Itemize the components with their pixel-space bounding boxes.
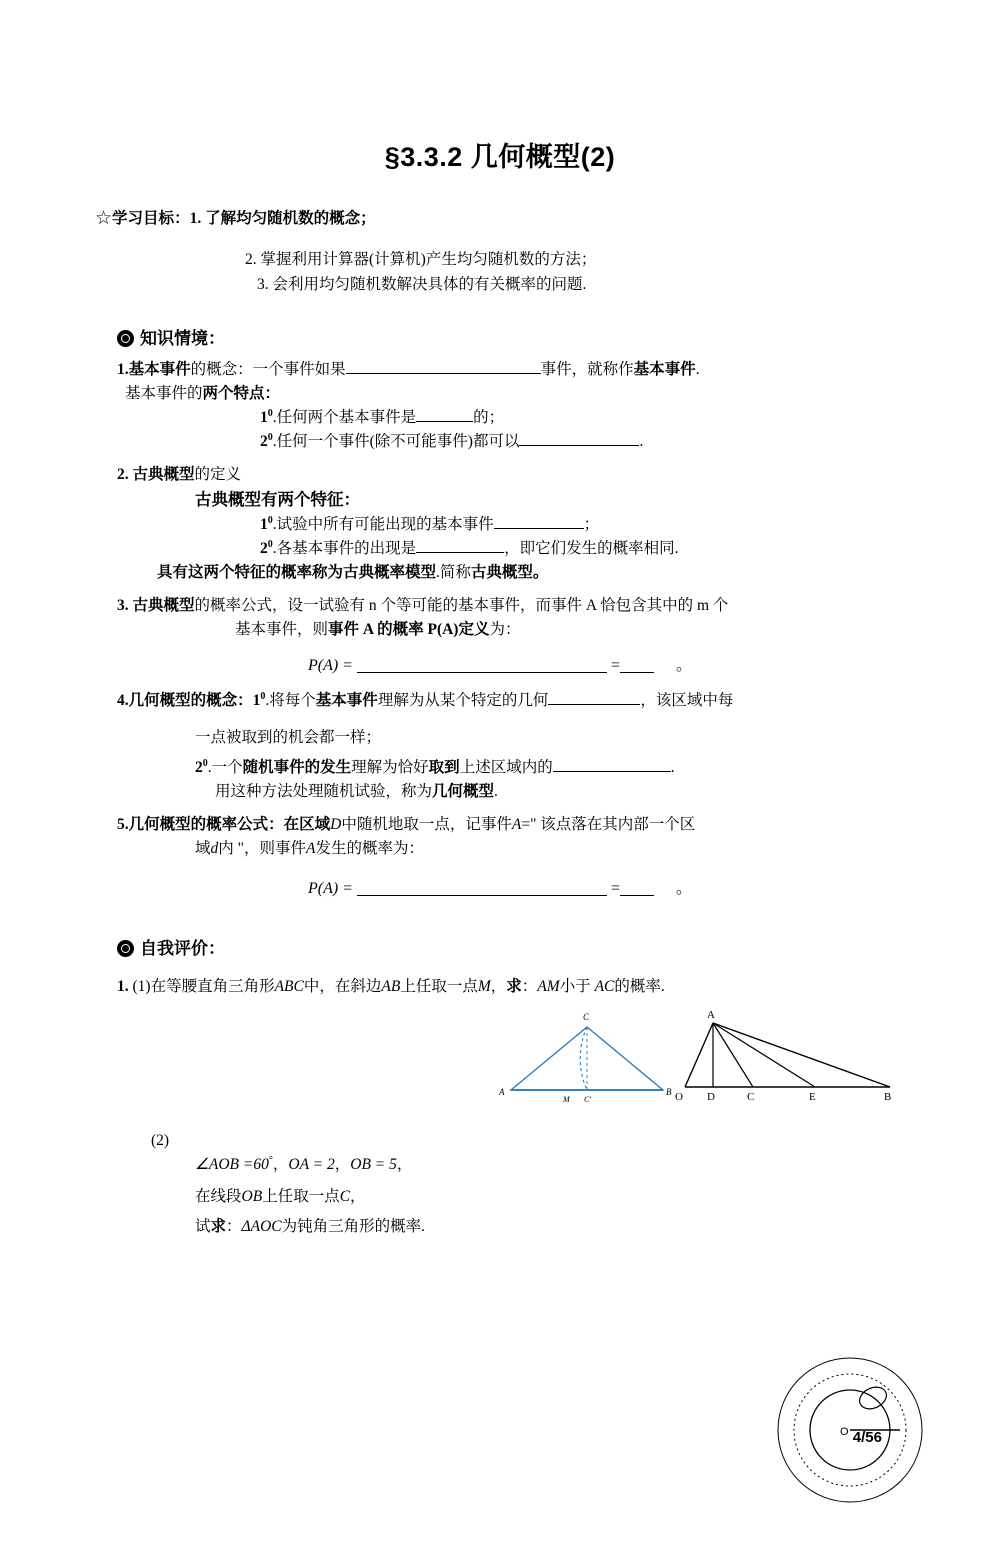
item3-text-1: 的概率公式，设一试验有 n 个等可能的基本事件，而事件 A 恰包含其中的 m 个: [194, 597, 729, 615]
item4-line3-b2: 取到: [428, 758, 460, 776]
figures-row: [95, 1005, 905, 1115]
item1-blank-1: [346, 358, 541, 374]
q2-line3-var: ΔAOC: [241, 1217, 282, 1235]
item3-line2-t2: 为：: [489, 621, 521, 639]
knowledge-item-1-sub1: $1^0$.任何两个基本事件是 的；: [260, 408, 505, 427]
item4-blank-2: [553, 756, 671, 772]
q2-line3-bold: 求: [210, 1217, 227, 1235]
item1-text-1: 的概念：一个事件如果: [190, 360, 346, 378]
item5-var-D: D: [330, 815, 342, 833]
star-icon: ☆: [95, 208, 113, 229]
item3-formula: P(A) = = 。: [307, 657, 693, 675]
item4-bold-1: 几何概型的概念: [128, 692, 238, 710]
q2-label: (2): [151, 1131, 170, 1149]
fig-right-label-E: E: [809, 1090, 816, 1103]
item1-sub2-text-b: .: [639, 433, 644, 451]
self-eval-question-1: [117, 975, 905, 999]
section-bullet-icon-2: [117, 940, 134, 957]
q1-label: 1.: [117, 977, 129, 995]
q1-var-5: AC: [594, 977, 615, 995]
item4-line3-t1: 理解为恰好: [351, 758, 429, 776]
item2-text-1: 的定义: [194, 466, 242, 484]
objective-item-3: 3. 会利用均匀随机数解决具体的有关概率的问题.: [257, 276, 587, 294]
item1-bold-1: 基本事件: [128, 360, 191, 378]
objective-item-1: 1. 了解均匀随机数的概念；: [189, 210, 376, 227]
knowledge-heading-text: 知识情境：: [140, 328, 225, 348]
item5-line2-a: 域: [195, 839, 211, 857]
q2-line2-b: 上任取一点: [262, 1187, 340, 1205]
item3-formula-eq: =: [610, 657, 620, 675]
fig-left-label-B: B: [666, 1086, 672, 1097]
item5-text-2: 中随机地取一点，记事件: [341, 815, 512, 833]
item1-sub2-blank: [519, 431, 639, 447]
self-eval-section-heading: [117, 934, 905, 959]
item2-sub2-text-a: .各基本事件的出现是: [272, 540, 417, 558]
self-eval-heading-text: 自我评价：: [140, 938, 225, 958]
item1-line2-c: ：: [264, 385, 281, 402]
knowledge-item-2-sub1: $1^0$.试验中所有可能出现的基本事件 ；: [260, 514, 600, 534]
item2-sub1-sup: 0: [267, 514, 273, 526]
item4-blank-1: [548, 690, 640, 706]
knowledge-item-3-line2: [235, 618, 905, 642]
item2-sub1-blank: [494, 513, 584, 529]
q2-line2-var2: C: [339, 1187, 351, 1205]
page-title: §3.3.2 几何概型(2): [384, 142, 616, 172]
item2-sub1-text-b: ；: [583, 516, 600, 534]
knowledge-item-4: 4.几何概型的概念：$1^0$.将每个基本事件理解为从某个特定的几何 ，该区域中每: [117, 691, 734, 710]
item1-line2-b: 两个特点: [202, 385, 265, 402]
knowledge-item-4-line2: 一点被取到的机会都一样；: [195, 728, 382, 746]
item1-sub2-sup: 0: [267, 432, 273, 444]
q2-degree-symbol: °: [268, 1154, 273, 1166]
fig-left-label-A: A: [499, 1086, 505, 1097]
q2-sep-1: ，: [272, 1155, 289, 1173]
item3-fraction-bar: [357, 660, 607, 673]
q2-angle: ∠AOB =: [195, 1155, 254, 1173]
item5-bold-1: 几何概型的概率公式: [128, 815, 269, 833]
objectives-section: [95, 204, 905, 298]
knowledge-item-2-sub2: $2^0$.各基本事件的出现是 ，即它们发生的概率相同.: [260, 539, 679, 558]
section-bullet-icon: [117, 330, 134, 347]
item4-text-1: ：: [237, 692, 253, 710]
knowledge-item-1: [117, 358, 905, 382]
item5-line2-var2: A: [305, 839, 316, 857]
fig-left-label-Cp: C': [584, 1094, 592, 1104]
knowledge-item-2: [117, 463, 905, 487]
knowledge-item-2-line3: [157, 561, 905, 585]
q2-line2-var: OB: [241, 1187, 263, 1205]
knowledge-item-4-line3: $2^0$.一个随机事件的发生理解为恰好取到上述区域内的 .: [195, 757, 675, 776]
fig-left-label-M: M: [563, 1094, 570, 1104]
item2-sub1-text-a: .试验中所有可能出现的基本事件: [272, 516, 494, 534]
item2-line3-b1: 具有这两个特征的概率称为古典概率模型: [157, 564, 437, 582]
item1-text-2: 事件，就称作: [540, 360, 634, 378]
q1-var-4: AM: [537, 977, 560, 995]
item1-sub1-blank: [416, 406, 473, 422]
knowledge-item-3: [117, 594, 905, 618]
item5-line2-var: d: [210, 839, 219, 857]
knowledge-item-4-line4: [215, 780, 905, 804]
item3-formula-lhs: P(A) =: [307, 657, 353, 675]
item5-var-A: A: [511, 815, 522, 833]
triangle-with-cevians-figure: [675, 1005, 905, 1105]
q1-text-c: 上任取一点: [400, 977, 478, 995]
item4-bold-2: 基本事件: [315, 692, 378, 710]
item5-line2-b: 内 "，则事件: [218, 839, 306, 857]
item4-sup-2: 0: [202, 757, 208, 769]
item2-bold-1: 古典概型: [132, 466, 195, 484]
item4-text-3: 理解为从某个特定的几何: [377, 692, 549, 710]
fig-right-label-C: C: [747, 1090, 755, 1103]
item5-label: 5.: [117, 815, 129, 833]
item4-line4-a: 用这种方法处理随机试验，称为: [215, 782, 433, 800]
item5-formula-lhs: P(A) =: [307, 879, 353, 897]
knowledge-item-5: [117, 813, 905, 837]
q1-bold: 求: [506, 977, 522, 995]
fig-right-label-A: A: [707, 1008, 715, 1021]
q2-sep-3: ，: [396, 1155, 413, 1173]
item5-line2-c: 发生的概率为：: [315, 839, 424, 857]
watermark-logo-icon: [770, 1350, 930, 1510]
self-eval-question-2: [151, 1129, 905, 1153]
item5-text-1: ：在区域: [268, 815, 331, 833]
item4-sup-1: 0: [260, 691, 266, 703]
svg-text:O: O: [840, 1426, 849, 1438]
item2-sub2-sup: 0: [267, 539, 273, 551]
item4-line4-b: 几何概型: [432, 782, 495, 800]
item3-line2-t1: 基本事件，则: [235, 621, 329, 639]
self-eval-question-2-line2: [195, 1185, 905, 1209]
knowledge-item-1-line2: [125, 382, 905, 406]
objectives-heading: 学习目标: [112, 210, 175, 227]
self-eval-question-2-values: [195, 1153, 905, 1177]
item1-bold-2: 基本事件: [633, 360, 696, 378]
item2-sub2-text-b: ，即它们发生的概率相同.: [504, 540, 679, 558]
q1-text-a: (1)在等腰直角三角形: [132, 977, 275, 995]
q1-text-f: 小于: [559, 977, 591, 995]
item1-sub2-text-a: .任何一个事件(除不可能事件)都可以: [272, 433, 520, 451]
q2-oa: OA = 2: [288, 1155, 335, 1173]
item1-text-3: .: [695, 360, 700, 378]
knowledge-item-2-line2: 古典概型有两个特征：: [195, 490, 360, 510]
q2-ob: OB = 5: [350, 1155, 397, 1173]
item2-line3-t2: 。: [532, 564, 549, 582]
isosceles-right-triangle-figure: [495, 1005, 675, 1105]
objectives-heading-line: [95, 204, 905, 234]
q2-sep-2: ，: [334, 1155, 351, 1173]
item4-label: 4.: [117, 692, 129, 710]
q1-var-3: M: [477, 977, 491, 995]
item4-line3-b1: 随机事件的发生: [242, 758, 352, 776]
q2-line2-a: 在线段: [195, 1187, 242, 1205]
item2-line3-b2: 古典概型: [470, 564, 533, 582]
q2-line3-b: ：: [226, 1217, 242, 1235]
item3-fraction-bar-2: [620, 660, 654, 673]
q2-line3-a: 试: [195, 1217, 211, 1235]
item2-label: 2.: [117, 466, 129, 484]
item1-label: 1.: [117, 360, 129, 378]
knowledge-item-5-line2: [195, 837, 905, 861]
item4-line3-t2: 上述区域内的: [459, 758, 553, 776]
item3-bold-1: 古典概型: [132, 597, 195, 615]
knowledge-section-heading: [117, 324, 905, 349]
item4-text-2: .将每个: [265, 692, 316, 710]
item4-line3-t3: .: [670, 758, 675, 776]
q1-var-1: ABC: [274, 977, 304, 995]
item5-fraction-bar: [357, 883, 607, 896]
q2-angle-val: 60: [253, 1155, 269, 1173]
item1-sub1-sup: 0: [267, 408, 273, 420]
page-number: 4/56: [852, 1429, 882, 1446]
item3-label: 3.: [117, 597, 129, 615]
item4-text-4: ，该区域中每: [640, 692, 734, 710]
item2-line3-t1: .简称: [436, 564, 471, 582]
item5-formula: P(A) = = 。: [307, 879, 693, 897]
item5-formula-eq: =: [610, 879, 620, 897]
fig-left-label-C: C: [583, 1011, 590, 1022]
fig-right-label-D: D: [707, 1090, 715, 1103]
fig-right-label-O: O: [675, 1090, 683, 1103]
item4-line4-c: .: [494, 782, 498, 800]
item1-sub1-text-a: .任何两个基本事件是: [272, 409, 417, 427]
objective-item-2: 2. 掌握利用计算器(计算机)产生均匀随机数的方法；: [245, 251, 597, 269]
item4-line3-a: .一个: [207, 758, 243, 776]
q1-text-g: 的概率.: [614, 977, 665, 995]
self-eval-question-2-line3: [195, 1215, 905, 1239]
item3-line2-b1: 事件 A 的概率 P(A)定义: [328, 621, 490, 639]
objectives-heading-colon: ：: [174, 210, 190, 227]
q2-line2-c: ，: [350, 1187, 366, 1205]
q1-text-b: 中，在斜边: [303, 977, 382, 995]
q1-text-d: ，: [490, 977, 507, 995]
q2-line3-c: 为钝角三角形的概率.: [281, 1217, 426, 1235]
item2-sub2-blank: [416, 538, 504, 554]
item5-fraction-bar-2: [620, 883, 654, 896]
fig-right-label-B: B: [884, 1090, 892, 1103]
knowledge-item-1-sub2: $2^0$.任何一个事件(除不可能事件)都可以 .: [260, 432, 644, 451]
q1-var-2: AB: [381, 977, 401, 995]
item1-sub1-text-b: 的；: [473, 409, 505, 427]
document-page: [0, 135, 1000, 1550]
item5-text-3: =" 该点落在其内部一个区: [521, 815, 696, 833]
q1-text-e: ：: [521, 977, 538, 995]
item1-line2-a: 基本事件的: [125, 385, 203, 402]
